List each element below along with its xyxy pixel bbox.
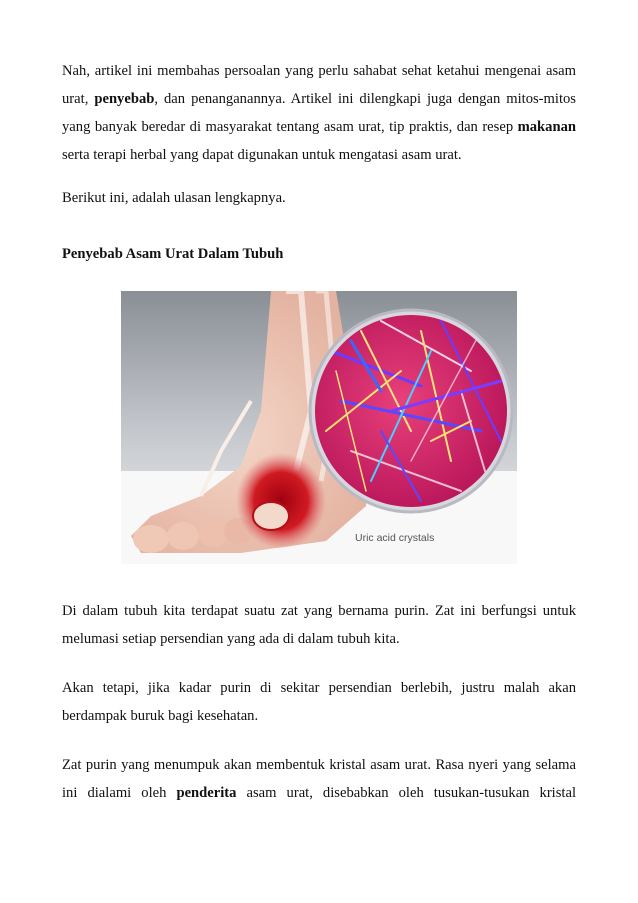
section-heading: Penyebab Asam Urat Dalam Tubuh xyxy=(62,246,284,262)
intro-paragraph xyxy=(62,57,576,169)
figure-caption: Uric acid crystals xyxy=(355,532,435,544)
keyword-penyebab: penyebab xyxy=(94,91,155,107)
keyword-makanan: makanan xyxy=(517,119,576,135)
purine-paragraph: Di dalam tubuh kita terdapat suatu zat yang bernama purin. Zat ini berfungsi untuk melumasi setiap persendian yang ada di dalam tubuh kita. xyxy=(62,603,576,647)
excess-purine-paragraph: Akan tetapi, jika kadar purin di sekitar persendian berlebih, justru malah akan berdampak buruk bagi kesehatan. xyxy=(62,680,576,724)
crystal-text-1: Zat purin yang menumpuk akan membentuk kristal asam urat. Rasa nyeri yang selama ini dialami oleh xyxy=(62,757,576,801)
intro-text-2: , dan penanganannya. Artikel ini dilengkapi juga dengan mitos-mitos yang banyak beredar di masyarakat tentang asam urat, tip praktis, dan resep xyxy=(62,91,576,135)
keyword-penderita: penderita xyxy=(176,785,237,801)
crystal-paragraph xyxy=(62,751,576,807)
summary-paragraph: Berikut ini, adalah ulasan lengkapnya. xyxy=(62,190,286,206)
intro-text-1: Nah, artikel ini membahas persoalan yang perlu sahabat sehat ketahui mengenai asam urat, xyxy=(62,63,576,107)
gout-illustration xyxy=(121,291,517,564)
foot-and-crystals-image xyxy=(121,291,517,564)
intro-text-3: serta terapi herbal yang dapat digunakan untuk mengatasi asam urat. xyxy=(62,147,462,163)
crystal-text-2: asam urat, disebabkan oleh tusukan-tusukan kristal xyxy=(236,785,576,801)
